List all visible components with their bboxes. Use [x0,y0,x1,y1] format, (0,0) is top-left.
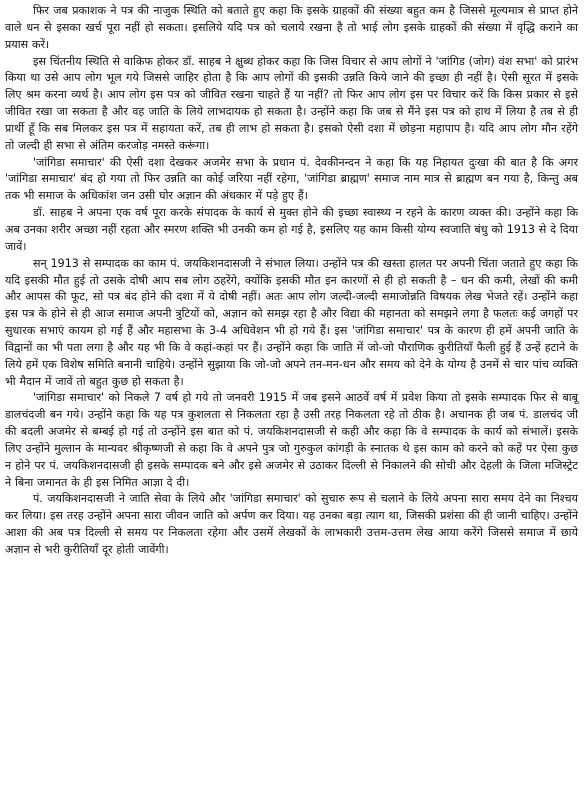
paragraph-7: पं. जयकिशनदासजी ने जाति सेवा के लिये और 'जांगिडा समाचार' को सुचारु रूप से चलाने के लिये अपना सारा समय देने का निश्चय कर लिया। इस तरह उन्होंने अपना सारा जीवन जाति को अर्पण कर दिया। यह उनका बड़ा त्याग था, जिसकी प्रशंसा की ही जानी चाहिए। उन्होंने आशा की अब पत्र दिल्ली से समय पर निकलता रहेगा और उसमें लेखकों के लाभकारी उत्तम-उत्तम लेख आया करेंगे जिससे समाज में छाये अज्ञान से भरी कुरीतियाँ दूर होती जावेंगी। [5,492,578,556]
paragraph-6: 'जांगिडा समाचार' को निकले 7 वर्ष हो गये तो जनवरी 1915 में जब इसने आठवें वर्ष में प्रवेश किया तो इसके सम्पादक फिर से बाबू डालचंदजी बन गये। उन्होंने कहा कि यह पत्र कुशलता से निकलता रहा है उसी तरह निकलता रहे तो ठीक है। अचानक ही जब पं. डालचंद जी की बदली अजमेर से बम्बई हो गई तो उन्होंने इस बात को पं. जयकिशनदासजी से कही और कहा कि वे सम्पादक के कार्य को संभालें। इसके लिए उन्होंने मुल्तान के मान्यवर श्रीकृष्णजी से कहा कि वे अपने पुत्र जो गुरुकुल कांगड़ी के स्नातक थे इस काम को करने को कहें पर ऐसा कुछ न होने पर पं. जयकिशनदासजी ही इसके सम्पादक बने और इसे अजमेर से उठाकर दिल्ली से निकालने की सोची और देहली के जिला मजिस्ट्रेट ने बिना जमानत के ही इस निमित आज्ञा दे दी। [5,391,578,489]
paragraph-5: सन् 1913 से सम्पादक का काम पं. जयकिशनदासजी ने संभाल लिया। उन्होंने पत्र की खस्ता हालत पर अपनी चिंता जताते हुए कहा कि यदि इसकी मौत हुई तो उसके दोषी आप सब लोग ठहरेंगे, क्योंकि इसकी मौत इन कारणों से ही हो सकती है – धन की कमी, लेखों की कमी और आपस की फूट, सो पत्र बंद होने की दशा में ये दोषी नहीं। अतः आप लोग जल्दी-जल्दी समाजोन्नति विषयक लेख भेजते रहें। उन्होंने कहा इस पत्र के होने से ही आज समाज अपनी त्रुटियों को, अज्ञान को समझ रहा है और विद्या की महानता को समझने लगा है फलतः कई जगहों पर सुधारक सभाएं कायम हो गई हैं और महासभा के 3-4 अधिवेशन भी हो गये हैं। इस 'जांगिडा समाचार' पत्र के कारण ही हमें अपनी जाति के विद्वानों का भी पता लगा है और यह भी कि वे कहां-कहां पर हैं। उन्होंने कहा कि जाति में जो-जो पौराणिक कुरीतियाँ फैली हुई हैं उन्हें हटाने के लिये हमें एक विशेष समिति बनानी चाहिये। उन्होंने सुझाया कि जो-जो अपने तन-मन-धन और समय को देने के योग्य है उनमें से चार पांच व्यक्ति भी मैदान में जावें तो बहुत कुछ हो सकता है। [5,256,578,388]
paragraph-2: इस चिंतनीय स्थिति से वाकिफ होकर डॉ. साहब ने क्षुब्ध होकर कहा कि जिस विचार से आप लोगों ने 'जांगिड (जोग) वंश सभा' को प्रारंभ किया था उसे आप लोग भूल गये जिससे जाहिर होता है कि आप लोगों की इसकी उन्नति किये जाने की इच्छा ही नहीं है। ऐसी सूरत में इसके लिए श्रम करना व्यर्थ है। आप लोग इस पत्र को जीवित रखना चाहते हैं या नहीं? तो फिर आप लोग इस पर विचार करें कि किस प्रकार से इसे जीवित रखा जा सकता है और वह जाति के लिये लाभदायक हो सकता है। उन्होंने कहा कि जब से मैंने इस पत्र को हाथ में लिया है तब से ही प्रार्थी हूँ कि सब मिलकर इस पत्र में सहायता करें, तब ही लाभ हो सकता है। इसको ऐसी दशा में छोड़ना महापाप है। यदि आप लोग मौन रहेंगे तो जल्दी ही सभा से अंतिम करजोड़ नमस्ते करूंगा। [5,54,578,152]
paragraph-1: फिर जब प्रकाशक ने पत्र की नाजुक स्थिति को बताते हुए कहा कि इसके ग्राहकों की संख्या बहुत कम है जिससे मूल्यमात्र से प्राप्त होने वाले धन से इसका खर्च पूरा नहीं हो सकता। इसलिये यदि पत्र को चलाये रखना है तो भाई लोग इसके ग्राहकों की संख्या में वृद्धि कराने का प्रयास करें। [5,4,578,51]
paragraph-4: डॉ. साहब ने अपना एक वर्ष पूरा करके संपादक के कार्य से मुक्त होने की इच्छा स्वास्थ्य न रहने के कारण व्यक्त की। उन्होंने कहा कि अब उनका शरीर अच्छा नहीं रहता और स्मरण शक्ति भी उनकी कम हो गई है, इसलिए यह काम किसी योग्य स्वजाति बंधु को 1913 से दे दिया जावें। [5,206,578,253]
paragraph-3: 'जांगिडा समाचार' की ऐसी दशा देखकर अजमेर सभा के प्रधान पं. देवकीनन्दन ने कहा कि यह निहायत दुःखा की बात है कि अगर 'जांगिडा समाचार' बंद हो गया तो फिर उन्नति का कोई जरिया नहीं रहेगा, 'जांगिडा ब्राह्मण' समाज नाम मात्र से ब्राह्मण बन गया है, किन्तु अब तक भी समाज के अधिकांश जन उसी घोर अज्ञान की अंधकार में पड़े हुए हैं। [5,155,578,203]
